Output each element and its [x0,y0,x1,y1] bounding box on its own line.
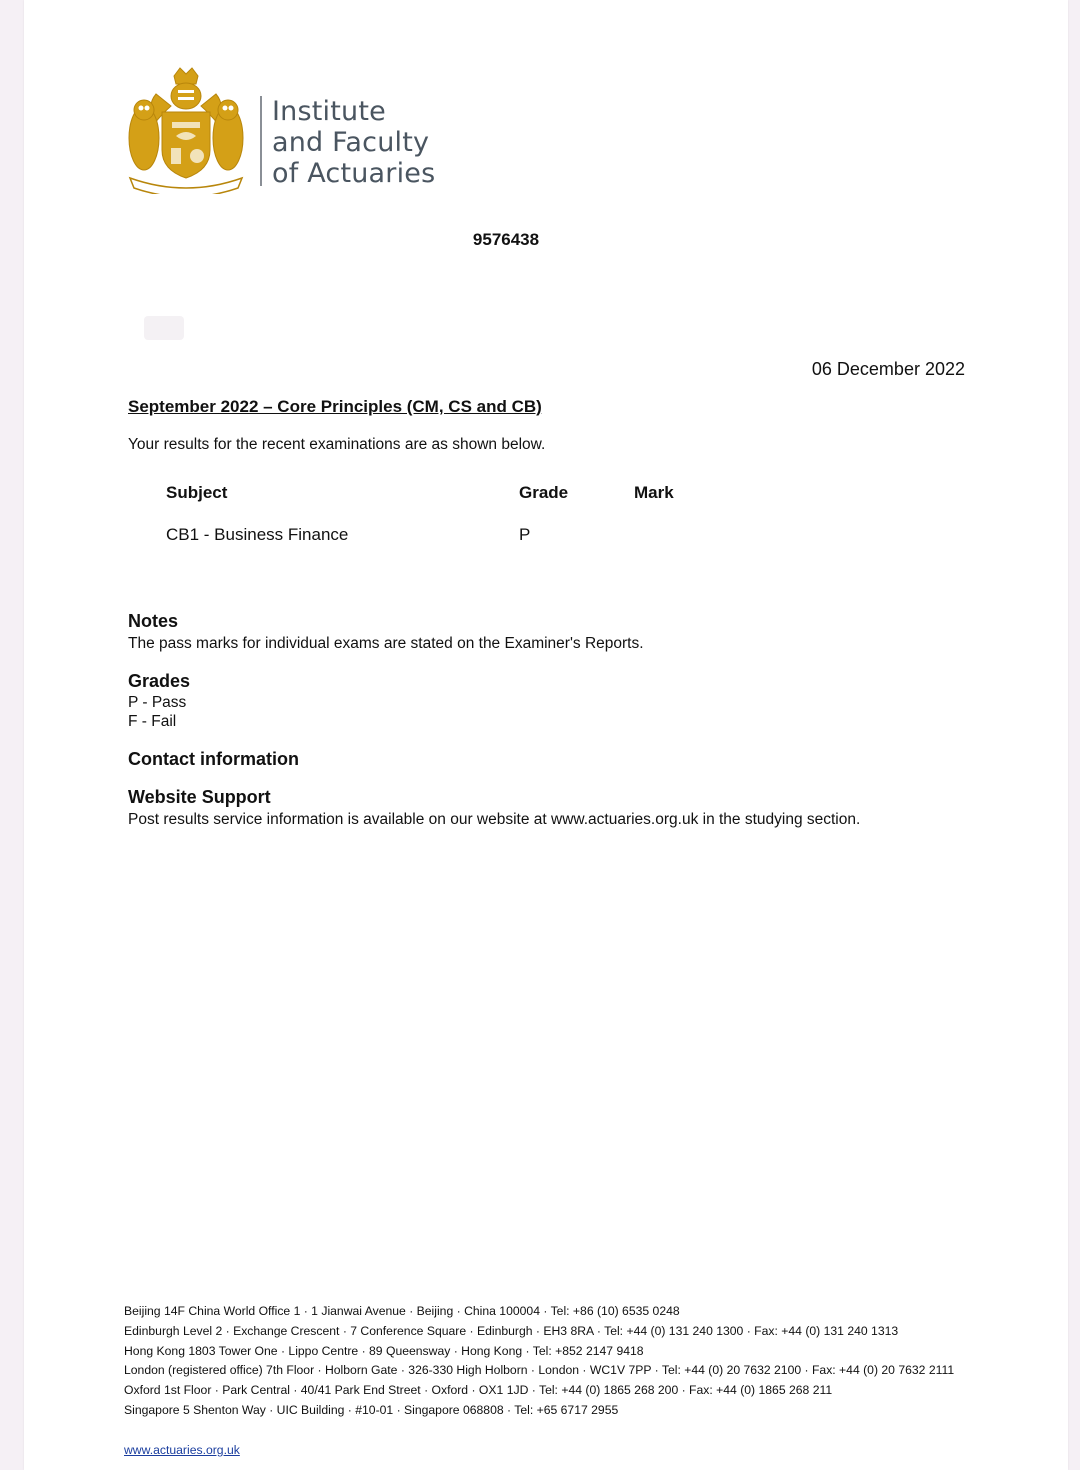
org-name-line-2: and Faculty [272,127,430,158]
website-link[interactable]: www.actuaries.org.uk [124,1443,240,1457]
org-name-line-3: of Actuaries [272,158,436,189]
grade-item-pass: P - Pass [128,694,187,711]
grades-title: Grades [128,671,191,691]
redaction-mark [144,316,184,340]
coat-of-arms-icon [126,66,246,194]
mark-header: Mark [634,483,674,502]
office-addresses [124,1302,954,1421]
notes-text: The pass marks for individual exams are stated on the Examiner's Reports. [128,635,644,652]
subject-cell: CB1 - Business Finance [166,525,349,544]
logo-divider [260,96,262,186]
address-oxford: Oxford 1st Floor · Park Central · 40/41 Park End Street · Oxford · OX1 1JD · Tel: +44 (0) 1865 268 200 · Fax: +44 (0) 1865 268 211 [124,1383,833,1398]
address-london: London (registered office) 7th Floor · Holborn Gate · 326-330 High Holborn · London · WC1V 7PP · Tel: +44 (0) 20 7632 2100 · Fax: +44 (0) 20 7632 2111 [124,1363,955,1378]
subject-header: Subject [166,483,228,502]
org-name-line-1: Institute [272,96,386,127]
address-hong-kong: Hong Kong 1803 Tower One · Lippo Centre · 89 Queensway · Hong Kong · Tel: +852 2147 9418 [124,1343,644,1358]
grade-header: Grade [519,483,569,502]
address-edinburgh: Edinburgh Level 2 · Exchange Crescent · 7 Conference Square · Edinburgh · EH3 8RA · Tel: +44 (0) 131 240 1300 · Fax: +44 (0) 131 240 1313 [124,1323,899,1338]
grade-item-fail: F - Fail [128,713,177,730]
letter-date: 06 December 2022 [811,359,965,379]
letter-heading: September 2022 – Core Principles (CM, CS and CB) [128,397,542,416]
grade-cell: P [519,525,531,544]
intro-text: Your results for the recent examinations are as shown below. [128,436,546,453]
organisation-name [272,96,435,189]
reference-number: 9576438 [472,230,540,249]
letter-page [24,0,1068,1470]
notes-title: Notes [128,611,179,631]
website-support-text: Post results service information is available on our website at www.actuaries.org.uk in the studying section. [128,811,861,828]
website-support-title: Website Support [128,787,271,807]
address-beijing: Beijing 14F China World Office 1 · 1 Jianwai Avenue · Beijing · China 100004 · Tel: +86 (10) 6535 0248 [124,1304,680,1318]
ifoa-logo [126,66,446,196]
address-singapore: Singapore 5 Shenton Way · UIC Building · #10-01 · Singapore 068808 · Tel: +65 6717 2955 [124,1402,619,1417]
contact-title: Contact information [128,749,299,769]
